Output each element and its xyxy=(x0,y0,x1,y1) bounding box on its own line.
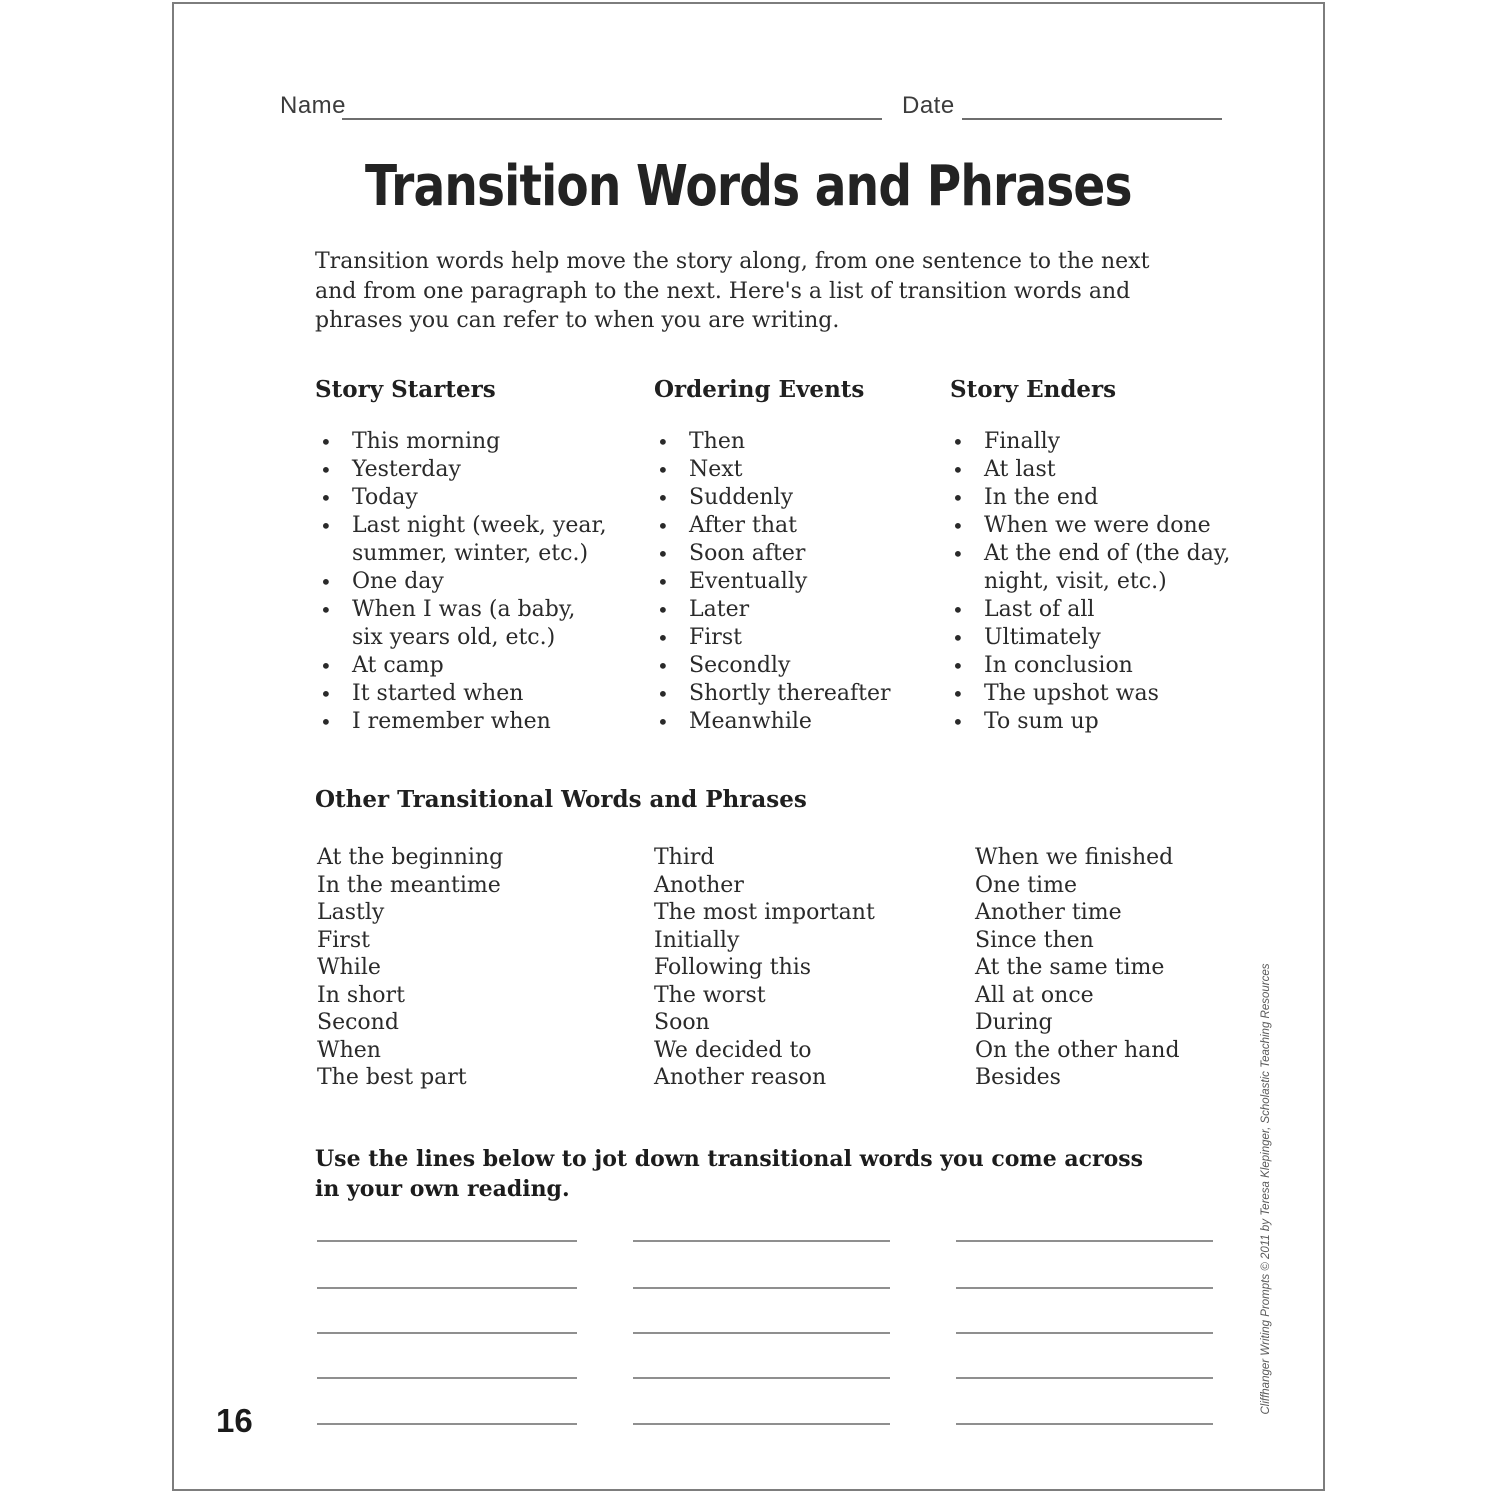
list-item-text: First xyxy=(689,625,742,650)
word-item: The worst xyxy=(654,982,766,1008)
instruction-text: Use the lines below to jot down transitional words you come across in your own reading. xyxy=(315,1146,1144,1202)
word-item: In short xyxy=(317,982,405,1008)
word-item: One time xyxy=(975,872,1077,898)
word-item: Second xyxy=(317,1010,399,1035)
bullet-icon: • xyxy=(320,514,332,538)
list-item-text: Last of all xyxy=(984,597,1095,622)
list-item xyxy=(952,484,1237,512)
bullet-icon: • xyxy=(320,486,332,510)
heading-other-transitional: Other Transitional Words and Phrases xyxy=(315,786,807,813)
list-item-text: Ultimately xyxy=(984,625,1101,650)
list-item xyxy=(952,512,1237,540)
word-item: When xyxy=(317,1037,381,1063)
list-item xyxy=(952,428,1237,456)
list-item-text: Finally xyxy=(984,429,1061,454)
list-item xyxy=(657,680,942,708)
bullet-icon: • xyxy=(657,682,669,706)
list-item xyxy=(952,540,1237,596)
bullet-icon: • xyxy=(952,514,964,538)
bullet-icon: • xyxy=(320,654,332,678)
word-item: Soon xyxy=(654,1010,710,1035)
other-words-column-2 xyxy=(654,844,964,1092)
list-item xyxy=(657,652,942,680)
writing-line xyxy=(956,1332,1213,1334)
list-item xyxy=(320,428,612,456)
writing-line xyxy=(956,1423,1213,1425)
date-blank-line xyxy=(962,118,1222,120)
list-item-text: It started when xyxy=(352,681,524,706)
bullet-icon: • xyxy=(952,710,964,734)
list-item xyxy=(320,596,612,652)
bullet-icon: • xyxy=(952,654,964,678)
writing-line xyxy=(317,1240,577,1242)
word-item: The most important xyxy=(654,900,875,925)
list-item-text: The upshot was xyxy=(984,681,1159,706)
list-item xyxy=(320,456,612,484)
word-item: Lastly xyxy=(317,900,385,925)
writing-line xyxy=(633,1287,890,1289)
list-item xyxy=(657,428,942,456)
word-item: On the other hand xyxy=(975,1037,1180,1063)
list-item-text: When we were done xyxy=(984,513,1211,538)
word-item: At the same time xyxy=(975,955,1165,980)
bullet-icon: • xyxy=(952,458,964,482)
bullet-icon: • xyxy=(657,710,669,734)
list-item xyxy=(320,680,612,708)
worksheet-page xyxy=(172,2,1325,1491)
list-item-text: Later xyxy=(689,597,750,622)
list-item-text: This morning xyxy=(352,429,501,454)
word-item: First xyxy=(317,927,370,953)
list-item xyxy=(657,484,942,512)
list-item-text: After that xyxy=(689,513,797,538)
other-words-column-1 xyxy=(317,844,627,1092)
writing-line xyxy=(956,1377,1213,1379)
word-item: During xyxy=(975,1010,1053,1035)
intro-paragraph: Transition words help move the story along, from one sentence to the next and from one paragraph to the next. Here's a list of transition words and phrases you can refer to when you are writing. xyxy=(315,249,1150,333)
name-label: Name xyxy=(280,92,347,119)
list-item-text: I remember when xyxy=(352,709,551,734)
bullet-icon: • xyxy=(952,626,964,650)
title-row xyxy=(174,156,1323,218)
heading-story-starters: Story Starters xyxy=(315,376,496,403)
bullet-icon: • xyxy=(320,430,332,454)
bullet-icon: • xyxy=(952,682,964,706)
page-number: 16 xyxy=(216,1402,253,1439)
heading-ordering-events: Ordering Events xyxy=(654,376,865,403)
writing-line xyxy=(317,1332,577,1334)
list-item-text: Suddenly xyxy=(689,485,794,510)
word-item: Another time xyxy=(975,900,1122,925)
list-ordering-events xyxy=(657,428,942,736)
bullet-icon: • xyxy=(657,570,669,594)
word-item: At the beginning xyxy=(317,845,504,870)
list-item-text: When I was (a baby, six years old, etc.) xyxy=(352,597,576,650)
word-item: When we finished xyxy=(975,845,1174,870)
writing-line xyxy=(633,1332,890,1334)
list-item-text: Eventually xyxy=(689,569,808,594)
bullet-icon: • xyxy=(320,710,332,734)
name-date-row xyxy=(174,92,1323,126)
list-item xyxy=(320,484,612,512)
list-item xyxy=(320,568,612,596)
bullet-icon: • xyxy=(320,458,332,482)
list-item-text: At camp xyxy=(352,653,444,678)
list-item xyxy=(320,652,612,680)
writing-line xyxy=(317,1423,577,1425)
list-item xyxy=(657,624,942,652)
list-item xyxy=(320,708,612,736)
writing-line xyxy=(633,1377,890,1379)
list-item xyxy=(952,456,1237,484)
bullet-icon: • xyxy=(320,598,332,622)
word-item: Third xyxy=(654,845,715,870)
bullet-icon: • xyxy=(320,682,332,706)
list-item xyxy=(657,512,942,540)
list-item-text: Yesterday xyxy=(352,457,461,482)
list-item xyxy=(657,596,942,624)
list-story-enders xyxy=(952,428,1237,736)
heading-story-enders: Story Enders xyxy=(950,376,1117,403)
date-label: Date xyxy=(902,92,955,119)
writing-line xyxy=(317,1287,577,1289)
list-item-text: One day xyxy=(352,569,444,594)
list-item-text: To sum up xyxy=(984,709,1099,734)
list-item-text: Shortly thereafter xyxy=(689,681,891,706)
list-item xyxy=(952,624,1237,652)
list-story-starters xyxy=(320,428,612,736)
bullet-icon: • xyxy=(952,430,964,454)
other-words-column-3 xyxy=(975,844,1285,1092)
list-item-text: At the end of (the day, night, visit, etc.) xyxy=(984,541,1231,594)
word-item: Initially xyxy=(654,927,740,953)
bullet-icon: • xyxy=(952,486,964,510)
bullet-icon: • xyxy=(657,458,669,482)
bullet-icon: • xyxy=(657,598,669,622)
bullet-icon: • xyxy=(952,542,964,566)
list-item-text: In conclusion xyxy=(984,653,1133,678)
word-item: All at once xyxy=(975,982,1094,1008)
writing-line xyxy=(956,1287,1213,1289)
list-item xyxy=(952,680,1237,708)
writing-line xyxy=(956,1240,1213,1242)
list-item xyxy=(657,568,942,596)
word-item: In the meantime xyxy=(317,872,501,898)
word-item: Following this xyxy=(654,955,812,980)
word-item: We decided to xyxy=(654,1037,812,1063)
list-item xyxy=(952,596,1237,624)
bullet-icon: • xyxy=(657,542,669,566)
writing-line xyxy=(633,1423,890,1425)
name-blank-line xyxy=(342,118,882,120)
bullet-icon: • xyxy=(657,514,669,538)
writing-line xyxy=(317,1377,577,1379)
word-item: Since then xyxy=(975,927,1094,953)
list-item-text: Last night (week, year, summer, winter, etc.) xyxy=(352,513,607,566)
page-title: Transition Words and Phrases xyxy=(365,154,1132,219)
list-item xyxy=(952,652,1237,680)
list-item-text: Next xyxy=(689,457,743,482)
list-item-text: In the end xyxy=(984,485,1099,510)
copyright-credit: Cliffhanger Writing Prompts © 2011 by Teresa Klepinger, Scholastic Teaching Resources xyxy=(1260,963,1272,1415)
list-item xyxy=(320,512,612,568)
list-item-text: Then xyxy=(689,429,746,454)
list-item-text: Secondly xyxy=(689,653,791,678)
bullet-icon: • xyxy=(952,598,964,622)
list-item xyxy=(952,708,1237,736)
list-item xyxy=(657,708,942,736)
word-item: Besides xyxy=(975,1065,1061,1090)
list-item xyxy=(657,456,942,484)
word-item: Another reason xyxy=(654,1065,827,1090)
list-item-text: Meanwhile xyxy=(689,709,812,734)
list-item-text: At last xyxy=(984,457,1056,482)
list-item-text: Soon after xyxy=(689,541,806,566)
word-item: Another xyxy=(654,872,744,898)
bullet-icon: • xyxy=(657,486,669,510)
writing-line xyxy=(633,1240,890,1242)
bullet-icon: • xyxy=(657,654,669,678)
list-item-text: Today xyxy=(352,485,418,510)
bullet-icon: • xyxy=(320,570,332,594)
bullet-icon: • xyxy=(657,626,669,650)
word-item: While xyxy=(317,955,381,980)
bullet-icon: • xyxy=(657,430,669,454)
word-item: The best part xyxy=(317,1065,467,1090)
list-item xyxy=(657,540,942,568)
